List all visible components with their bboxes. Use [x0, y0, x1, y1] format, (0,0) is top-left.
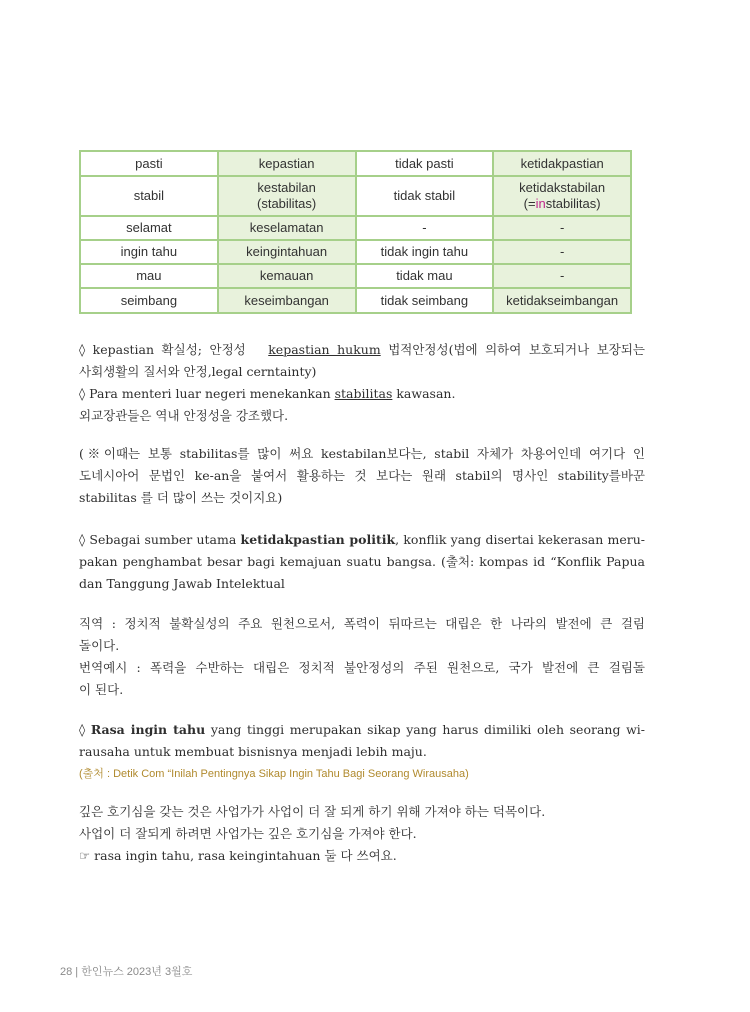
- text-span: yang tinggi merupakan sikap yang harus dimiliki oleh seorang wi-: [205, 722, 646, 737]
- example-ketidakpastian-block: [79, 529, 645, 595]
- cell-sub-text: [524, 196, 601, 211]
- table-cell: keingintahuan: [218, 240, 356, 264]
- translation-ketidakpastian-block: [79, 613, 645, 701]
- underlined-term: stabilitas: [334, 386, 393, 401]
- table-cell: keseimbangan: [218, 288, 356, 313]
- text-line: stabilitas 를 더 많이 쓰는 것이지요): [79, 490, 283, 505]
- table-cell: kepastian: [218, 151, 356, 176]
- table-row: [80, 176, 631, 216]
- example-ingin-tahu-block: [79, 719, 645, 785]
- source-citation: (출처 : Detik Com “Inilah Pentingnya Sikap Ingin Tahu Bagi Seorang Wirausaha): [79, 768, 469, 780]
- table-cell: tidak stabil: [356, 176, 494, 216]
- footer-separator: |: [72, 966, 82, 978]
- table-cell: seimbang: [80, 288, 218, 313]
- table-cell: tidak ingin tahu: [356, 240, 494, 264]
- page-number: 28: [60, 966, 73, 978]
- cell-main-text: kestabilan: [257, 180, 316, 195]
- text-span: 법적안정성(법에 의하여 보호되거나 보장되는: [380, 342, 646, 357]
- table-cell: tidak pasti: [356, 151, 494, 176]
- text-line: [79, 339, 645, 361]
- table-cell: ingin tahu: [80, 240, 218, 264]
- stabilitas-note-block: [79, 443, 645, 509]
- bold-term: Rasa ingin tahu: [90, 722, 206, 737]
- text-line: rausaha untuk membuat bisnisnya menjadi lebih maju.: [79, 744, 427, 759]
- text-line: 도네시아어 문법인 ke-an을 붙여서 활용하는 것 보다는 원래 stabil의 명사인 stability를바꾼: [79, 468, 645, 483]
- text-line: 이 된다.: [79, 682, 124, 697]
- table-cell: -: [493, 264, 631, 288]
- example-kepastian-block: [79, 339, 645, 427]
- sub-pre: (=: [523, 196, 536, 211]
- cell-main-text: ketidakstabilan: [519, 180, 606, 195]
- text-line: 외교장관들은 역내 안정성을 강조했다.: [79, 408, 289, 423]
- table-row: [80, 240, 631, 264]
- text-line: 사업이 더 잘되게 하려면 사업가는 깊은 호기심을 가져야 한다.: [79, 826, 417, 841]
- highlight-prefix: in: [535, 196, 546, 211]
- text-span: ◊ Sebagai sumber utama: [79, 532, 241, 547]
- text-line: 돌이다.: [79, 638, 120, 653]
- table-cell: tidak seimbang: [356, 288, 494, 313]
- text-span: ◊ Para menteri luar negeri menekankan: [79, 386, 335, 401]
- text-span: ◊ kepastian 확실성; 안정성: [79, 342, 269, 357]
- sub-post: stabilitas): [545, 196, 601, 211]
- table-cell: -: [356, 216, 494, 240]
- text-line: pakan penghambat besar bagi kemajuan suatu bangsa. (출처: kompas id “Konflik Papua: [79, 554, 645, 569]
- text-span: , konflik yang disertai kekerasan meru-: [395, 532, 645, 547]
- table-row: [80, 264, 631, 288]
- table-cell: keselamatan: [218, 216, 356, 240]
- table-row: [80, 216, 631, 240]
- text-line: [79, 719, 645, 741]
- vocab-table: [79, 150, 632, 314]
- translation-ingin-tahu-block: [79, 801, 645, 867]
- table-cell: [218, 176, 356, 216]
- text-line: [79, 383, 645, 405]
- table-row: [80, 288, 631, 313]
- table-cell: kemauan: [218, 264, 356, 288]
- bold-term: ketidakpastian politik: [240, 532, 396, 547]
- table-cell: ketidakseimbangan: [493, 288, 631, 313]
- table-cell: stabil: [80, 176, 218, 216]
- table-cell: ketidakpastian: [493, 151, 631, 176]
- text-line: 번역예시 : 폭력을 수반하는 대립은 정치적 불안정성의 주된 원천으로, 국가 발전에 큰 걸림돌: [79, 660, 645, 675]
- table-cell: pasti: [80, 151, 218, 176]
- cell-sub-text: (stabilitas): [257, 196, 317, 211]
- text-line: 직역 : 정치적 불확실성의 주요 원천으로서, 폭력이 뒤따르는 대립은 한 나라의 발전에 큰 걸림: [79, 616, 645, 631]
- issue-title: 한인뉴스 2023년 3월호: [81, 966, 193, 978]
- text-line: dan Tanggung Jawab Intelektual: [79, 576, 285, 591]
- table-cell: -: [493, 216, 631, 240]
- text-line: [79, 529, 645, 551]
- table-row: [80, 151, 631, 176]
- table-cell: [493, 176, 631, 216]
- table-cell: selamat: [80, 216, 218, 240]
- table-cell: -: [493, 240, 631, 264]
- text-line: 깊은 호기심을 갖는 것은 사업가가 사업이 더 잘 되게 하기 위해 가져야 하는 덕목이다.: [79, 804, 546, 819]
- text-line: ☞ rasa ingin tahu, rasa keingintahuan 둘 다 쓰여요.: [79, 848, 397, 863]
- page-footer: [60, 963, 192, 979]
- underlined-term: kepastian hukum: [268, 342, 381, 357]
- text-span: kawasan.: [392, 386, 456, 401]
- text-line: 사회생활의 질서와 안정,legal cerntainty): [79, 364, 317, 379]
- text-span: ◊: [79, 722, 91, 737]
- table-cell: tidak mau: [356, 264, 494, 288]
- text-line: (※이때는 보통 stabilitas를 많이 써요 kestabilan보다는, stabil 자체가 차용어인데 여기다 인: [79, 446, 645, 461]
- table-cell: mau: [80, 264, 218, 288]
